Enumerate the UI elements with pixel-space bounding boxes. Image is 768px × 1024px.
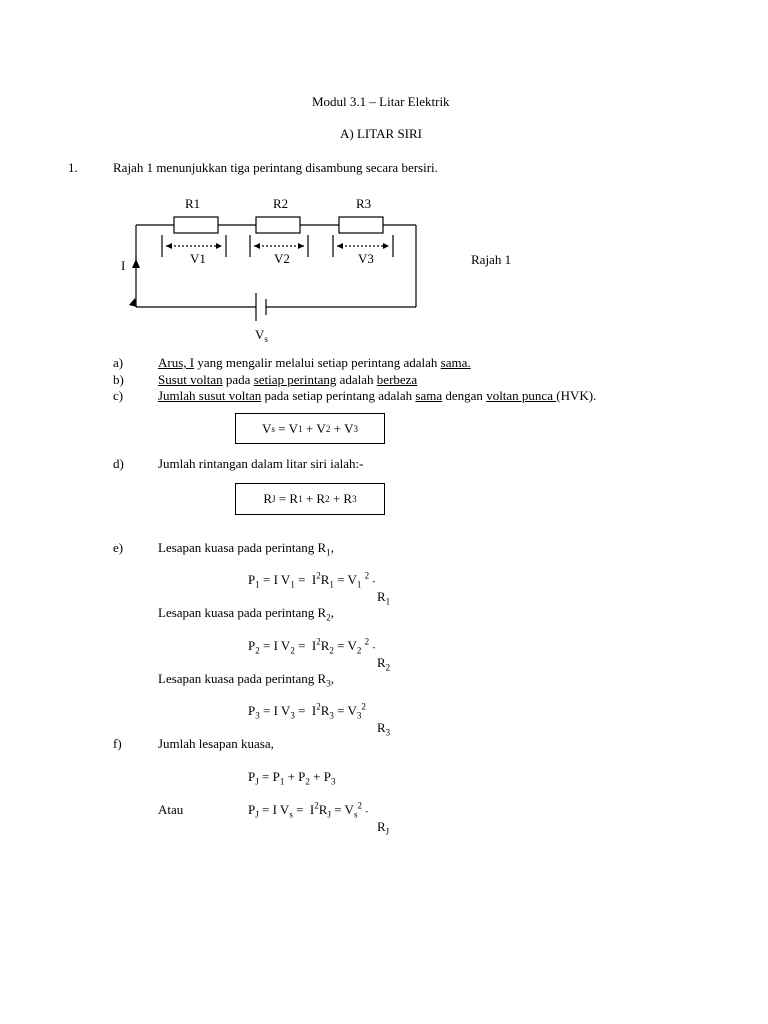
item-d-label: d) [113,456,124,471]
current-label: I [121,258,126,273]
item-f-text: Jumlah lesapan kuasa, [158,736,274,751]
source-label: $V_s$ [255,327,268,344]
resistor-r1 [174,217,218,233]
resistor-label-r1: R1 [185,196,201,211]
item-d-text: Jumlah rintangan dalam litar siri ialah:- [158,456,364,471]
item-e-intro-1: Lesapan kuasa pada perintang $R_1$, [158,540,334,558]
item-c-text: Jumlah susut voltan pada setiap perintang adalah sama dengan voltan punca (HVK). [158,388,597,403]
item-a-label: a) [113,355,124,370]
formula-voltage-sum: V s = V 1 + V 2 + V 3 [261,420,359,436]
question-text: Rajah 1 menunjukkan tiga perintang disambung secara bersiri. [113,160,438,175]
formula-box-resistance [235,483,385,515]
resistor-r2 [256,217,300,233]
voltage-label-v1: V1 [190,251,206,266]
item-c-label: c) [113,388,124,403]
formula-power-3-denominator: $R_3$ [377,720,391,738]
voltage-label-v3: V3 [358,251,374,266]
formula-power-2: $P_2 = I$ $V_2 = I^2R_2 = V_2$ $^2$ - [248,636,376,656]
item-b-label: b) [113,372,124,387]
series-circuit-diagram [0,0,768,360]
voltage-label-v2: V2 [274,251,290,266]
item-f-alt-label: Atau [158,802,184,817]
figure-caption: Rajah 1 [471,252,512,267]
resistor-label-r3: R3 [356,196,372,211]
item-e-intro-2: Lesapan kuasa pada perintang $R_2$, [158,605,334,623]
question-number: 1. [68,160,78,175]
current-arrow-icon [132,259,140,268]
resistor-label-r2: R2 [273,196,289,211]
formula-power-3: $P_3 = I$ $V_3 = I^2R_3 = V_3^2$ [248,701,366,721]
formula-power-1-denominator: $R_1$ [377,589,391,607]
formula-resistance-sum: R J = R 1 + R 2 + R 3 [263,491,357,506]
item-e-label: e) [113,540,124,555]
formula-box-voltage [235,413,385,444]
resistor-r3 [339,217,383,233]
formula-power-2-denominator: $R_2$ [377,655,391,673]
formula-power-total-alt: $P_J = I$ $V_s = I^2R_J = V_s^2$ - [248,800,369,820]
formula-power-1: $P_1 = I$ $V_1 = I^2R_1 = V_1$ $^2$ - [248,570,376,590]
item-e-intro-3: Lesapan kuasa pada perintang $R_3$, [158,671,334,689]
item-b-text: Susut voltan pada setiap perintang adalah berbeza [158,372,418,387]
page-title: Modul 3.1 – Litar Elektrik [312,94,450,109]
item-a-text: Arus, I yang mengalir melalui setiap perintang adalah sama. [158,355,471,370]
formula-power-total: $P_J = P_1 + P_2 + P_3$ [248,769,336,787]
formula-power-total-alt-denominator: $R_J$ [377,819,390,837]
section-title: A) LITAR SIRI [340,126,423,141]
item-f-label: f) [113,736,122,751]
